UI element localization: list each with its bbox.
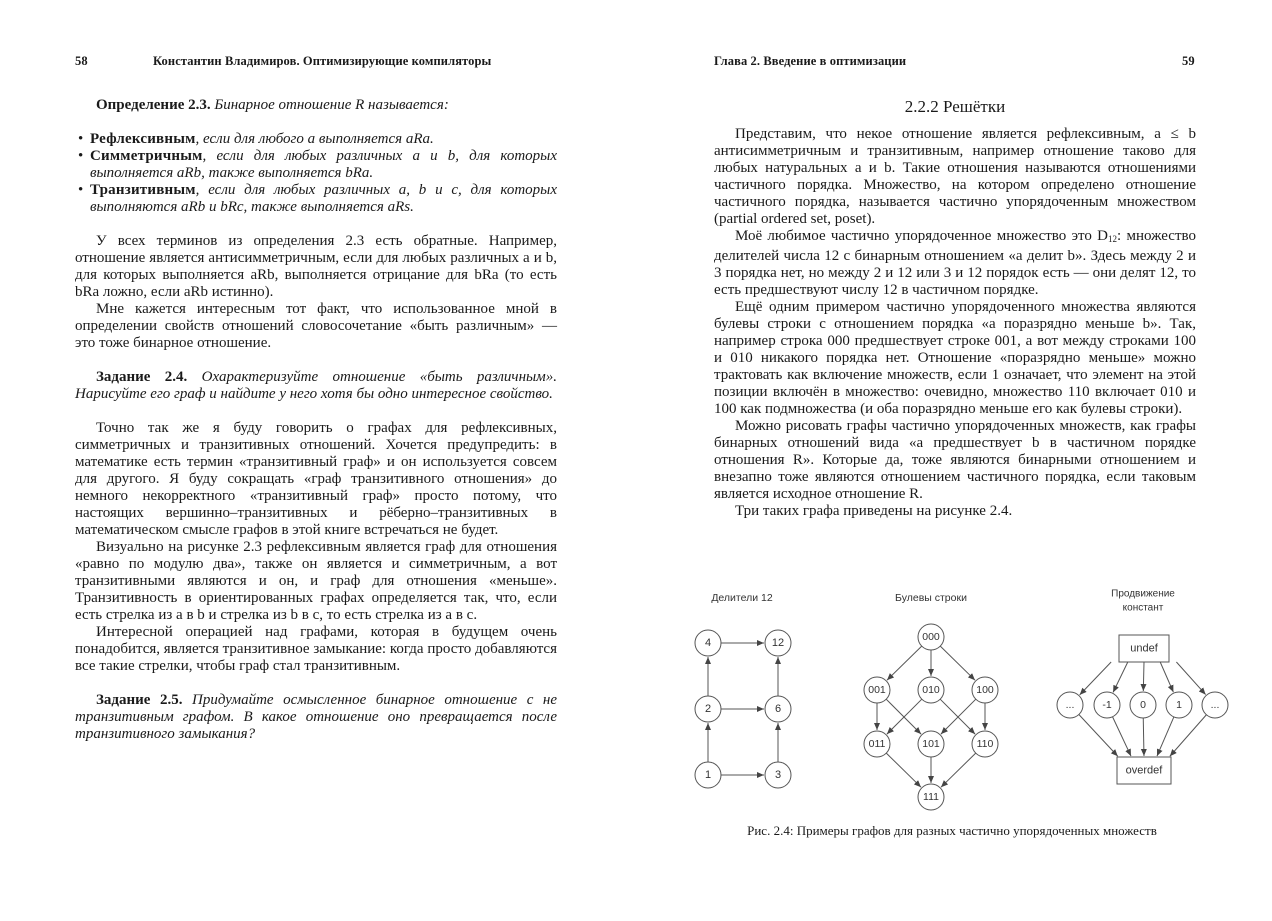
graph-edge — [1143, 662, 1144, 691]
figure-2-4 — [636, 0, 1272, 921]
graph-edge — [1160, 662, 1173, 692]
figure-caption: Рис. 2.4: Примеры графов для разных частично упорядоченных множеств — [747, 823, 1157, 838]
graph-edge — [1143, 718, 1144, 756]
node-label: undef — [1130, 642, 1158, 655]
page-number-right: 59 — [1182, 54, 1195, 68]
definition-title: Определение 2.3. — [96, 97, 211, 113]
definition-item: • Транзитивным, если для любых различных a, b и c, для которых выполняются aRb и bRc, также выполняется aRs. — [75, 182, 557, 216]
right-page — [636, 0, 1272, 921]
graph-edge — [887, 646, 922, 680]
graph-edge — [940, 646, 975, 680]
node-label: 4 — [704, 637, 712, 649]
task-text: Охарактеризуйте отношение «быть различным». Нарисуйте его граф и найдите у него хотя бы одно интересное свойство. — [75, 369, 558, 402]
definition-list — [75, 131, 557, 216]
paragraph: Мне кажется интересным тот факт, что использованное мной в определении свойств отношений словосочетание «быть различным» — это тоже бинарное отношение. — [75, 301, 557, 351]
node-label: -1 — [1102, 699, 1112, 711]
graph-edge — [1113, 717, 1131, 756]
node-label: 2 — [704, 703, 712, 715]
node-label: 100 — [976, 684, 994, 696]
graph-edge — [1079, 715, 1118, 757]
definition-intro: Бинарное отношение R называется: — [214, 97, 449, 113]
paragraph: Можно рисовать графы частично упорядоченных множеств, как графы бинарных отношений вида «a предшествует b в частичном порядке отношения R». Которые да, тоже являются бинарными отношением и внезапно тоже являются отношением частичного порядка, если таковым является исходное отношение R. — [714, 418, 1196, 502]
graph-edge — [886, 753, 921, 787]
graph-edge — [941, 753, 976, 787]
definition-item: • Симметричным, если для любых различных a и b, для которых выполняется aRb, также выполняется bRa. — [75, 148, 557, 182]
graph-edge — [1080, 662, 1111, 695]
paragraph: Ещё одним примером частично упорядоченного множества являются булевы строки с отношением порядка «a поразрядно меньше b». Так, например строка 000 предшествует строке 001, а вот между строками 100 и 010 никакого порядка нет. Отношение «поразрядно меньше» можно трактовать как включение множеств, если 1 означает, что элемент на этой позиции включён в множество: очевидно, множество 110 включает 010 и 100 как подмножества (и оба поразрядно меньше его как булевы строки). — [714, 299, 1196, 417]
divisors-graph — [695, 592, 791, 788]
graph-title: Продвижение — [1111, 588, 1175, 600]
paragraph: Точно так же я буду говорить о графах для рефлексивных, симметричных и транзитивных отношений. Хочется предупредить: в математике есть термин «транзитивный граф» и он используется совсем для другого. Я буду сокращать «граф транзитивного отношения» до немного некорректного «транзитивный граф» просто потому, что настоящих вершинно–транзитивных и рёберно–транзитивных в математическом смысле графов в этой книге встречаться не будет. — [75, 420, 557, 538]
task-text: Придумайте осмысленное бинарное отношение с не транзитивным графом. В какое отношение оно превращается после транзитивного замыкания? — [75, 692, 557, 742]
node-label: 001 — [868, 684, 886, 696]
graph-title: Булевы строки — [895, 592, 967, 604]
definition-item: • Рефлексивным, если для любого a выполняется aRa. — [75, 131, 557, 148]
paragraph: Три таких графа приведены на рисунке 2.4. — [735, 503, 1013, 519]
node-label: 010 — [922, 684, 940, 696]
page-number-left: 58 — [75, 54, 88, 68]
left-column — [75, 97, 557, 743]
paragraph: Визуально на рисунке 2.3 рефлексивным является граф для отношения «равно по модулю два», также он является и симметричным, а вот транзитивными являются и он, и граф для отношения «меньше». Транзитивность в ориентированных графах определяется так, что, если есть стрелка из a в b и стрелка из b в c, то есть стрелка из a в c. — [75, 539, 557, 623]
figure-graphs — [636, 0, 1272, 921]
task-title: Задание 2.4. — [96, 369, 188, 385]
task-title: Задание 2.5. — [96, 692, 183, 708]
graph-title: Делители 12 — [711, 592, 773, 604]
node-label: 1 — [704, 769, 712, 781]
running-head-left: Константин Владимиров. Оптимизирующие компиляторы — [153, 54, 492, 68]
paragraph: Представим, что некое отношение является рефлексивным, a ≤ b антисимметричным и транзитивным, например отношение таково для любых натуральных a и b. Такие отношения называются отношениями частичного порядка. Множество, на котором определено отношение частичного порядка, называется частично упорядоченным множеством (partial ordered set, poset). — [714, 126, 1196, 227]
node-label: 12 — [771, 637, 785, 649]
boolean-strings-graph — [864, 592, 998, 810]
node-label: ... — [1065, 699, 1075, 711]
graph-title: констант — [1122, 602, 1164, 614]
node-label: 3 — [774, 769, 782, 781]
node-label: 6 — [774, 703, 782, 715]
graph-edge — [1113, 662, 1128, 692]
task-2-4 — [75, 369, 557, 403]
paragraph: Моё любимое частично упорядоченное множество это $D_{12}$: множество делителей числа 12 с бинарным отношением «a делит b». Здесь между 2 и 3 порядка нет, но между 2 и 12 или 3 и 12 порядок есть — они делят 12, то есть предшествуют числу 12 в частичном порядке. — [714, 228, 1196, 298]
graph-edge — [1176, 662, 1205, 695]
task-2-5 — [75, 692, 557, 743]
running-head-right: Глава 2. Введение в оптимизации — [714, 54, 907, 68]
node-label: 101 — [922, 738, 940, 750]
definition-2-3 — [75, 97, 557, 114]
section-title: 2.2.2 Решётки — [904, 97, 1006, 116]
paragraph: У всех терминов из определения 2.3 есть обратные. Например, отношение является антисимметричным, если для любых различных a и b, для которых выполняется aRb, выполняется отрицание для bRa (то есть bRa ложно, если aRb истинно). — [75, 233, 557, 300]
node-label: overdef — [1125, 764, 1163, 777]
node-label: 011 — [868, 738, 886, 750]
paragraph: Интересной операцией над графами, которая в будущем очень понадобится, является транзитивное замыкание: когда просто добавляются все такие стрелки, чтобы граф стал транзитивным. — [75, 624, 557, 674]
graph-edge — [1170, 715, 1207, 756]
node-label: 110 — [976, 738, 994, 750]
node-label: ... — [1210, 699, 1220, 711]
node-label: 1 — [1176, 699, 1182, 711]
constant-propagation-graph — [1057, 589, 1228, 785]
node-label: 000 — [922, 631, 940, 643]
node-label: 0 — [1140, 699, 1146, 711]
node-label: 111 — [923, 791, 939, 803]
graph-edge — [1157, 717, 1174, 756]
